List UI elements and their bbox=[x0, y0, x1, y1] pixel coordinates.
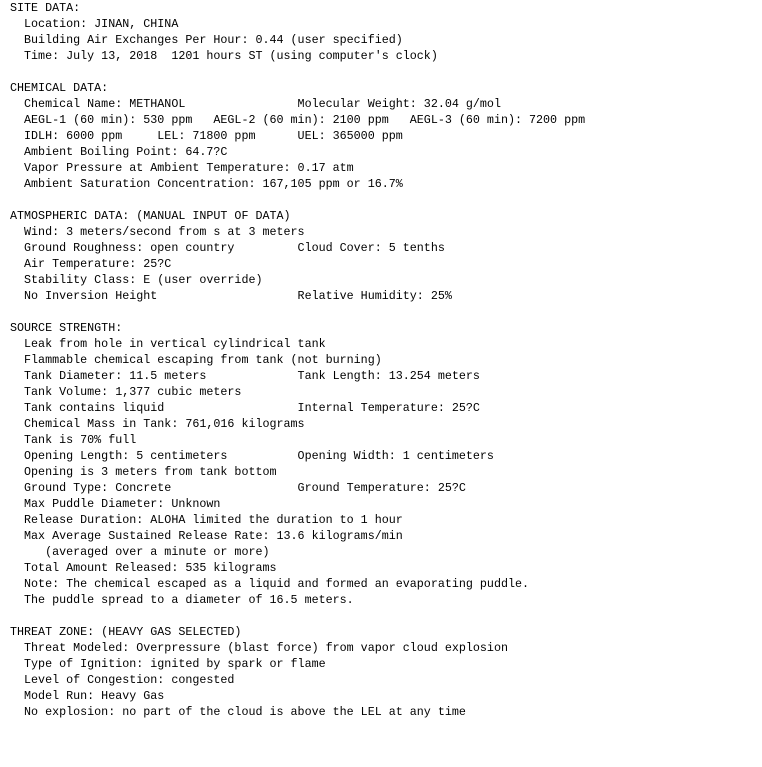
blank-line bbox=[10, 304, 585, 320]
report-line: No explosion: no part of the cloud is above the LEL at any time bbox=[10, 705, 466, 719]
report-line: Level of Congestion: congested bbox=[10, 673, 235, 687]
section-heading: SOURCE STRENGTH: bbox=[10, 321, 123, 335]
report-line: Opening is 3 meters from tank bottom bbox=[10, 465, 277, 479]
report-line: Opening Length: 5 centimeters Opening Width: 1 centimeters bbox=[10, 449, 494, 463]
section-heading: THREAT ZONE: (HEAVY GAS SELECTED) bbox=[10, 625, 242, 639]
report-line: Chemical Name: METHANOL Molecular Weight: 32.04 g/mol bbox=[10, 97, 501, 111]
report-line: Tank Diameter: 11.5 meters Tank Length: 13.254 meters bbox=[10, 369, 480, 383]
report-line: Release Duration: ALOHA limited the duration to 1 hour bbox=[10, 513, 403, 527]
report-line: Location: JINAN, CHINA bbox=[10, 17, 179, 31]
text-report bbox=[10, 0, 585, 720]
section-chemical-data bbox=[10, 80, 585, 192]
report-line: Vapor Pressure at Ambient Temperature: 0.17 atm bbox=[10, 161, 354, 175]
report-line: IDLH: 6000 ppm LEL: 71800 ppm UEL: 365000 ppm bbox=[10, 129, 403, 143]
section-threat-zone bbox=[10, 624, 585, 720]
report-line: Ambient Saturation Concentration: 167,105 ppm or 16.7% bbox=[10, 177, 403, 191]
report-line: Stability Class: E (user override) bbox=[10, 273, 263, 287]
blank-line bbox=[10, 192, 585, 208]
report-line: Tank contains liquid Internal Temperature: 25?C bbox=[10, 401, 480, 415]
report-line: Model Run: Heavy Gas bbox=[10, 689, 165, 703]
section-atmospheric-data bbox=[10, 208, 585, 304]
report-line: Ground Roughness: open country Cloud Cover: 5 tenths bbox=[10, 241, 445, 255]
section-heading: CHEMICAL DATA: bbox=[10, 81, 109, 95]
report-line: Air Temperature: 25?C bbox=[10, 257, 172, 271]
section-source-strength bbox=[10, 320, 585, 608]
report-line: Tank Volume: 1,377 cubic meters bbox=[10, 385, 242, 399]
report-line: Chemical Mass in Tank: 761,016 kilograms bbox=[10, 417, 305, 431]
report-line: Total Amount Released: 535 kilograms bbox=[10, 561, 277, 575]
report-line: Ground Type: Concrete Ground Temperature: 25?C bbox=[10, 481, 466, 495]
report-line: Leak from hole in vertical cylindrical tank bbox=[10, 337, 326, 351]
report-line: Max Average Sustained Release Rate: 13.6 kilograms/min bbox=[10, 529, 403, 543]
blank-line bbox=[10, 64, 585, 80]
section-heading: ATMOSPHERIC DATA: (MANUAL INPUT OF DATA) bbox=[10, 209, 291, 223]
report-line: Building Air Exchanges Per Hour: 0.44 (user specified) bbox=[10, 33, 403, 47]
report-line: Ambient Boiling Point: 64.7?C bbox=[10, 145, 228, 159]
report-line: Wind: 3 meters/second from s at 3 meters bbox=[10, 225, 305, 239]
blank-line bbox=[10, 608, 585, 624]
report-line: Threat Modeled: Overpressure (blast force) from vapor cloud explosion bbox=[10, 641, 508, 655]
report-line: No Inversion Height Relative Humidity: 25% bbox=[10, 289, 452, 303]
report-line: AEGL-1 (60 min): 530 ppm AEGL-2 (60 min): 2100 ppm AEGL-3 (60 min): 7200 ppm bbox=[10, 113, 586, 127]
section-heading: SITE DATA: bbox=[10, 1, 81, 15]
section-site-data bbox=[10, 0, 585, 64]
report-line: Tank is 70% full bbox=[10, 433, 137, 447]
report-line: Time: July 13, 2018 1201 hours ST (using computer's clock) bbox=[10, 49, 438, 63]
report-line: Type of Ignition: ignited by spark or flame bbox=[10, 657, 326, 671]
report-line: Note: The chemical escaped as a liquid and formed an evaporating puddle. bbox=[10, 577, 530, 591]
report-line: The puddle spread to a diameter of 16.5 meters. bbox=[10, 593, 354, 607]
report-line: Flammable chemical escaping from tank (not burning) bbox=[10, 353, 382, 367]
report-line: Max Puddle Diameter: Unknown bbox=[10, 497, 221, 511]
report-line: (averaged over a minute or more) bbox=[10, 545, 270, 559]
